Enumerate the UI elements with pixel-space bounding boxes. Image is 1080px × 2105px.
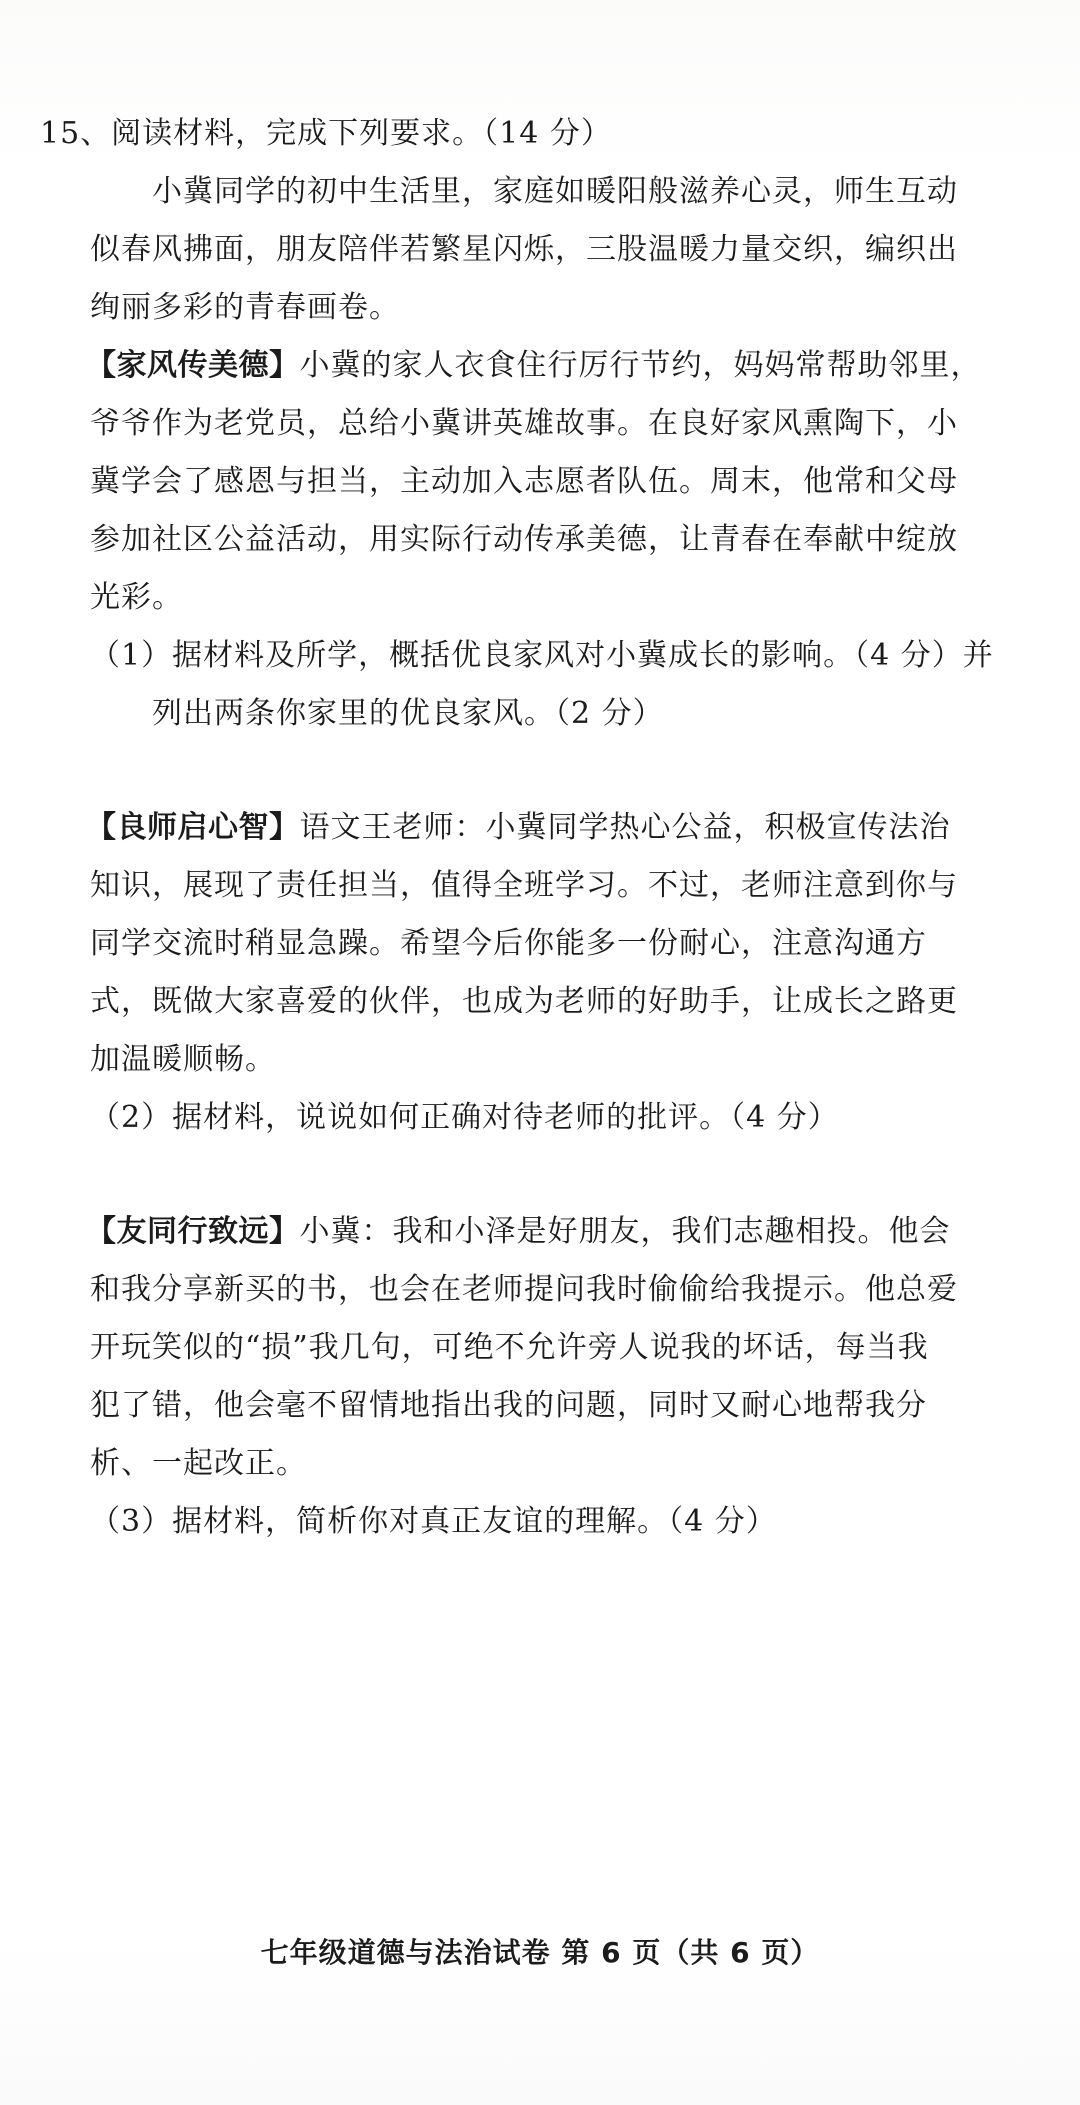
section1-line: 冀学会了感恩与担当，主动加入志愿者队伍。周末，他常和父母 — [90, 464, 958, 499]
section1-paragraph-first-line — [86, 346, 982, 386]
intro-line: 小冀同学的初中生活里，家庭如暖阳般滋养心灵，师生互动 — [152, 174, 958, 209]
section1-tag: 【家风传美德】 — [86, 348, 300, 383]
section3-tag: 【友同行致远】 — [86, 1214, 300, 1249]
question-header: 15、阅读材料，完成下列要求。（14 分） — [40, 116, 612, 151]
section3-question-line: （3）据材料，简析你对真正友谊的理解。（4 分） — [90, 1504, 777, 1539]
section2-line: 知识，展现了责任担当，值得全班学习。不过，老师注意到你与 — [90, 868, 958, 903]
section2-question-line: （2）据材料，说说如何正确对待老师的批评。（4 分） — [90, 1100, 839, 1135]
section3-line: 犯了错，他会毫不留情地指出我的问题，同时又耐心地帮我分 — [90, 1388, 927, 1423]
section2-line: 式，既做大家喜爱的伙伴，也成为老师的好助手，让成长之路更 — [90, 984, 958, 1019]
section1-question-line: 列出两条你家里的优良家风。（2 分） — [152, 696, 664, 731]
section1-question-line: （1）据材料及所学，概括优良家风对小冀成长的影响。（4 分）并 — [90, 638, 994, 673]
section1-line: 光彩。 — [90, 580, 183, 615]
section2-line: 加温暖顺畅。 — [90, 1042, 276, 1077]
section1-line: 小冀的家人衣食住行厉行节约，妈妈常帮助邻里， — [299, 348, 982, 383]
intro-line: 绚丽多彩的青春画卷。 — [90, 290, 400, 325]
section1-line: 爷爷作为老党员，总给小冀讲英雄故事。在良好家风熏陶下，小 — [90, 406, 958, 441]
section3-line: 开玩笑似的“损”我几句，可绝不允许旁人说我的坏话，每当我 — [90, 1330, 929, 1365]
section3-paragraph-first-line — [86, 1212, 951, 1252]
section2-line: 同学交流时稍显急躁。希望今后你能多一份耐心，注意沟通方 — [90, 926, 927, 961]
section3-line: 小冀：我和小泽是好朋友，我们志趣相投。他会 — [299, 1214, 951, 1249]
section3-line: 析、一起改正。 — [90, 1446, 307, 1481]
section3-line: 和我分享新买的书，也会在老师提问我时偷偷给我提示。他总爱 — [90, 1272, 958, 1307]
section2-tag: 【良师启心智】 — [86, 810, 300, 845]
section2-line: 语文王老师：小冀同学热心公益，积极宣传法治 — [299, 810, 951, 845]
page-footer: 七年级道德与法治试卷 第 6 页（共 6 页） — [260, 1936, 820, 1969]
section1-line: 参加社区公益活动，用实际行动传承美德，让青春在奉献中绽放 — [90, 522, 958, 557]
intro-line: 似春风拂面，朋友陪伴若繁星闪烁，三股温暖力量交织，编织出 — [90, 232, 958, 267]
section2-paragraph-first-line — [86, 808, 951, 848]
